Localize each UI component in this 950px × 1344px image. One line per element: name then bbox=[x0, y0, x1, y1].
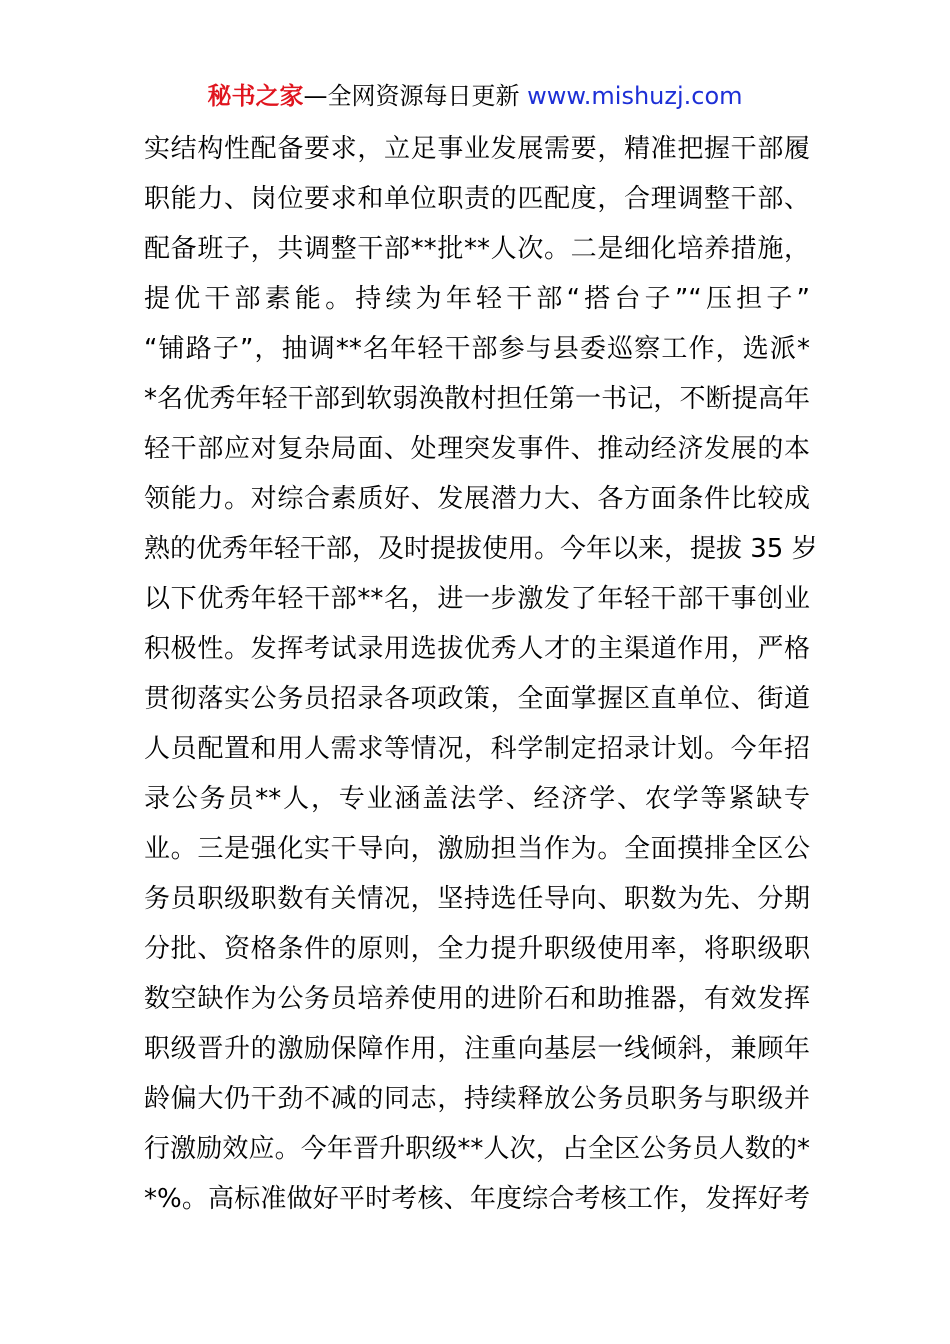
text-line: 行激励效应。今年晋升职级**人次，占全区公务员人数的* bbox=[144, 1134, 810, 1164]
text-line: 提优干部素能。持续为年轻干部“搭台子”“压担子” bbox=[144, 284, 810, 314]
text-line: 贯彻落实公务员招录各项政策，全面掌握区直单位、街道 bbox=[144, 684, 810, 714]
text-line: 配备班子，共调整干部**批**人次。二是细化培养措施， bbox=[144, 234, 810, 264]
text-line: *名优秀年轻干部到软弱涣散村担任第一书记，不断提高年 bbox=[144, 384, 810, 414]
text-line: 务员职级职数有关情况，坚持选任导向、职数为先、分期 bbox=[144, 884, 810, 914]
text-line: “铺路子”，抽调**名年轻干部参与县委巡察工作，选派* bbox=[144, 334, 810, 364]
header-tagline: —全网资源每日更新 bbox=[303, 82, 520, 110]
text-line: 录公务员**人，专业涵盖法学、经济学、农学等紧缺专 bbox=[144, 784, 810, 814]
text-line: 职能力、岗位要求和单位职责的匹配度，合理调整干部、 bbox=[144, 184, 810, 214]
text-line: 熟的优秀年轻干部，及时提拔使用。今年以来，提拔 35 岁 bbox=[144, 534, 818, 564]
text-line: 以下优秀年轻干部**名，进一步激发了年轻干部干事创业 bbox=[144, 584, 810, 614]
header-brand: 秘书之家 bbox=[207, 82, 304, 110]
page-header bbox=[0, 78, 950, 114]
text-line: 职级晋升的激励保障作用，注重向基层一线倾斜，兼顾年 bbox=[144, 1034, 810, 1064]
text-line: *%。高标准做好平时考核、年度综合考核工作，发挥好考 bbox=[144, 1184, 810, 1214]
text-line: 轻干部应对复杂局面、处理突发事件、推动经济发展的本 bbox=[144, 434, 810, 464]
text-line: 人员配置和用人需求等情况，科学制定招录计划。今年招 bbox=[144, 734, 810, 764]
text-line: 领能力。对综合素质好、发展潜力大、各方面条件比较成 bbox=[144, 484, 810, 514]
text-line: 分批、资格条件的原则，全力提升职级使用率，将职级职 bbox=[144, 934, 810, 964]
text-line: 龄偏大仍干劲不减的同志，持续释放公务员职务与职级并 bbox=[144, 1084, 810, 1114]
text-line: 业。三是强化实干导向，激励担当作为。全面摸排全区公 bbox=[144, 834, 810, 864]
text-line: 数空缺作为公务员培养使用的进阶石和助推器，有效发挥 bbox=[144, 984, 810, 1014]
text-line: 积极性。发挥考试录用选拔优秀人才的主渠道作用，严格 bbox=[144, 634, 810, 664]
text-line: 实结构性配备要求，立足事业发展需要，精准把握干部履 bbox=[144, 134, 810, 164]
header-site-link[interactable]: www.mishuzj.com bbox=[527, 82, 743, 110]
body-text bbox=[144, 124, 818, 1224]
